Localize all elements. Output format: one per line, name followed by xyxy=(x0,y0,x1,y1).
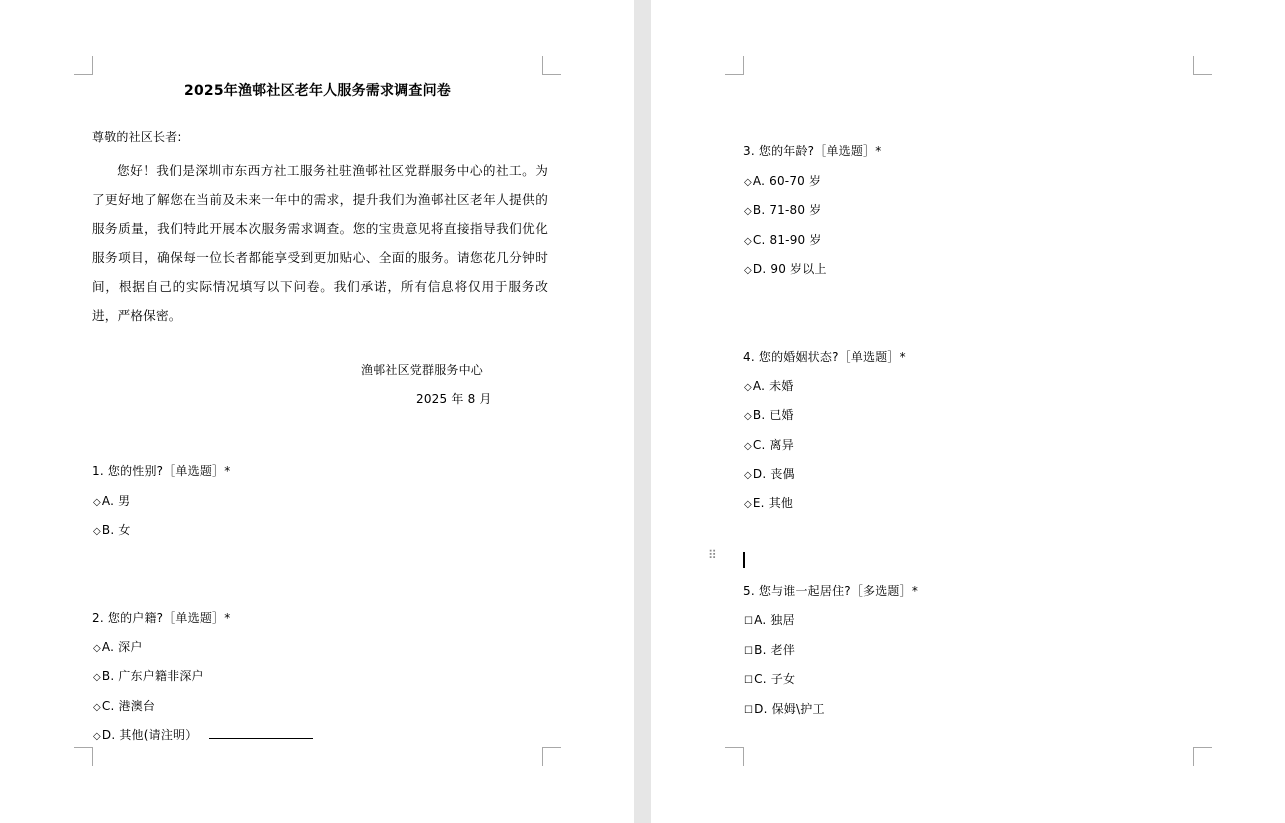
question-3-option-b[interactable] xyxy=(744,202,821,220)
option-label: D. 其他(请注明） xyxy=(101,728,198,742)
question-4-option-d[interactable] xyxy=(744,466,795,484)
document-page-right xyxy=(651,0,1285,823)
diamond-option-icon: ◇ xyxy=(744,177,752,188)
crop-mark-top-left xyxy=(74,56,93,75)
diamond-option-icon: ◇ xyxy=(93,731,101,742)
crop-mark-top-right xyxy=(542,56,561,75)
crop-mark-bottom-right xyxy=(542,747,561,766)
question-5-option-b[interactable] xyxy=(744,642,795,660)
crop-mark-bottom-left xyxy=(725,747,744,766)
diamond-option-icon: ◇ xyxy=(744,470,752,481)
option-label: E. 其他 xyxy=(752,496,794,510)
checkbox-option-icon: ☐ xyxy=(744,675,754,686)
option-label: C. 子女 xyxy=(754,672,796,686)
question-2-option-a[interactable] xyxy=(93,639,143,657)
option-label: D. 90 岁以上 xyxy=(752,262,827,276)
checkbox-option-icon: ☐ xyxy=(744,646,754,657)
question-2-option-c[interactable] xyxy=(93,698,155,716)
question-5: 5. 您与谁一起居住?［多选题］* xyxy=(743,584,919,598)
question-4: 4. 您的婚姻状态?［单选题］* xyxy=(743,350,906,364)
document-title: 2025年渔邨社区老年人服务需求调查问卷 xyxy=(184,83,451,99)
question-2-option-d[interactable] xyxy=(93,727,313,745)
question-5-option-a[interactable] xyxy=(744,612,795,630)
checkbox-option-icon: ☐ xyxy=(744,705,754,716)
crop-mark-top-right xyxy=(1193,56,1212,75)
diamond-option-icon: ◇ xyxy=(93,497,101,508)
option-label: A. 独居 xyxy=(754,613,795,627)
date: 2025 年 8 月 xyxy=(416,392,492,406)
diamond-option-icon: ◇ xyxy=(744,265,752,276)
question-5-option-c[interactable] xyxy=(744,671,795,689)
option-label: B. 已婚 xyxy=(752,408,794,422)
diamond-option-icon: ◇ xyxy=(744,411,752,422)
document-page-left xyxy=(0,0,634,823)
diamond-option-icon: ◇ xyxy=(744,206,752,217)
option-label: C. 港澳台 xyxy=(101,699,156,713)
question-4-option-c[interactable] xyxy=(744,437,794,455)
fill-in-blank[interactable] xyxy=(209,727,313,739)
option-label: A. 60-70 岁 xyxy=(752,174,822,188)
option-label: B. 71-80 岁 xyxy=(752,203,822,217)
question-2-option-b[interactable] xyxy=(93,668,204,686)
option-label: A. 深户 xyxy=(101,640,143,654)
question-1-option-b[interactable] xyxy=(93,522,131,540)
question-1: 1. 您的性别?［单选题］* xyxy=(92,464,231,478)
option-label: B. 广东户籍非深户 xyxy=(101,669,204,683)
option-label: C. 离异 xyxy=(752,438,794,452)
intro-paragraph[interactable]: 您好！我们是深圳市东西方社工服务社驻渔邨社区党群服务中心的社工。为了更好地了解您在当前及未来一年中的需求，提升我们为渔邨社区老年人提供的服务质量，我们特此开展本次服务需求调查。您的宝贵意见将直接指导我们优化服务项目，确保每一位长者都能享受到更加贴心、全面的服务。请您花几分钟时间，根据自己的实际情况填写以下问卷。我们承诺，所有信息将仅用于服务改进，严格保密。 xyxy=(92,163,548,323)
question-4-option-e[interactable] xyxy=(744,495,793,513)
question-2: 2. 您的户籍?［单选题］* xyxy=(92,611,231,625)
signature: 渔邨社区党群服务中心 xyxy=(361,363,484,377)
question-4-option-a[interactable] xyxy=(744,378,794,396)
question-3: 3. 您的年龄?［单选题］* xyxy=(743,144,882,158)
crop-mark-bottom-right xyxy=(1193,747,1212,766)
option-label: A. 未婚 xyxy=(752,379,794,393)
question-1-option-a[interactable] xyxy=(93,493,130,511)
crop-mark-bottom-left xyxy=(74,747,93,766)
option-label: A. 男 xyxy=(101,494,131,508)
text-cursor xyxy=(743,552,745,568)
option-label: D. 丧偶 xyxy=(752,467,795,481)
option-label: B. 女 xyxy=(101,523,131,537)
diamond-option-icon: ◇ xyxy=(93,526,101,537)
checkbox-option-icon: ☐ xyxy=(744,616,754,627)
diamond-option-icon: ◇ xyxy=(93,672,101,683)
diamond-option-icon: ◇ xyxy=(744,236,752,247)
question-3-option-a[interactable] xyxy=(744,173,821,191)
question-4-option-b[interactable] xyxy=(744,407,794,425)
option-label: D. 保姆\护工 xyxy=(754,702,825,716)
diamond-option-icon: ◇ xyxy=(93,643,101,654)
drag-handle-icon[interactable]: ⠿ xyxy=(708,548,715,562)
diamond-option-icon: ◇ xyxy=(744,382,752,393)
question-5-option-d[interactable] xyxy=(744,701,825,719)
question-3-option-c[interactable] xyxy=(744,232,822,250)
diamond-option-icon: ◇ xyxy=(93,702,101,713)
question-3-option-d[interactable] xyxy=(744,261,827,279)
salutation: 尊敬的社区长者: xyxy=(92,130,182,144)
diamond-option-icon: ◇ xyxy=(744,499,752,510)
option-label: C. 81-90 岁 xyxy=(752,233,822,247)
crop-mark-top-left xyxy=(725,56,744,75)
diamond-option-icon: ◇ xyxy=(744,441,752,452)
option-label: B. 老伴 xyxy=(754,643,796,657)
